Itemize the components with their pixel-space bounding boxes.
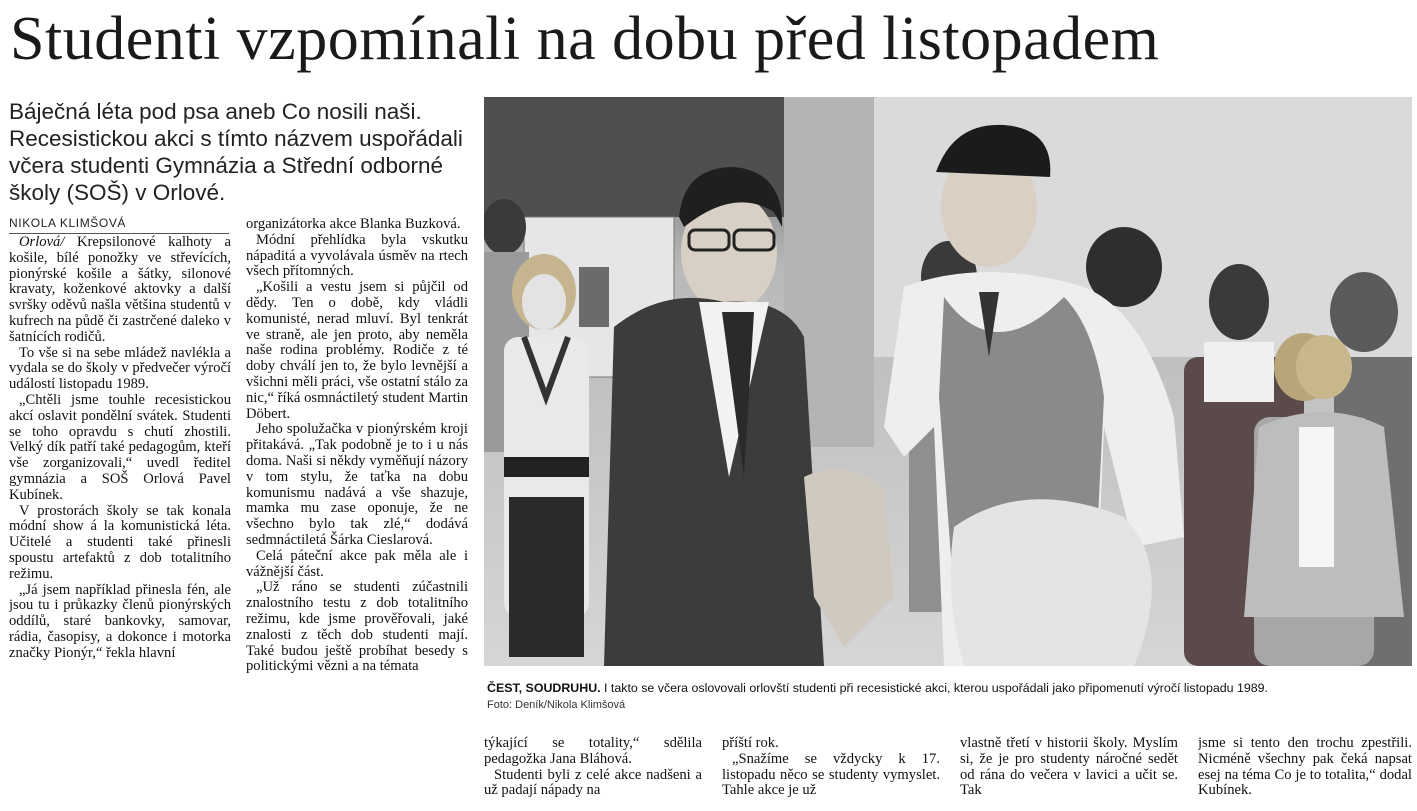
article-paragraph [9,346,231,393]
paragraph-text: příští rok. [722,736,779,751]
article-paragraph [246,217,468,233]
article-paragraph [9,235,231,346]
paragraph-text: Krepsilonové kalhoty a košile, bílé ponožky ve střevících, pionýrské košile a šátky, silonové kravaty, koženkové aktovky a další svršky oděvů našla většina studentů v kufrech na půdě či zastrčené daleko v šatnících rodičů. [9,235,231,345]
article-paragraph [246,549,468,581]
paragraph-text: „Už ráno se studenti zúčastnili znalostního testu z dob totalitního režimu, kde jsme prověřovali, jaké znalosti z těch dob studenti mají. Také budou ještě probíhat besedy s politickými vězni a na témata [246,579,468,675]
photo-credit: Foto: Deník/Nikola Klimšová [487,699,626,711]
paragraph-text: „Košili a vestu jsem si půjčil od dědy. Ten o době, kdy vládli komunisté, nerad mluví. Byl tenkrát ve straně, ale jen proto, aby neměla naše rodina problémy. Rodiče z té doby chválí jen to, že bylo levnější a všichni měli práci, vše ostatní stálo za nic,“ říká osmnáctiletý student Martin Döbert. [246,279,468,422]
article-paragraph [246,422,468,548]
article-lead: Báječná léta pod psa aneb Co nosili naši. Recesistickou akci s tímto názvem uspořádali včera studenti Gymnázia a Střední odborné školy (SOŠ) v Orlové. [9,99,463,205]
paragraph-text: „Chtěli jsme touhle recesistickou akcí oslavit pondělní svátek. Studenti se toho opravdu s chutí zhostili. Velký dík patří také pedagogům, kteří vše zorganizovali,“ uvedl ředitel gymnázia a SOŠ Orlová Pavel Kubínek. [9,391,231,503]
article-paragraph [484,768,702,800]
byline: NIKOLA KLIMŠOVÁ [9,216,229,234]
article-photo [484,97,1412,666]
text-column-4 [722,736,940,811]
article-paragraph [960,736,1178,799]
paragraph-text: vlastně třetí v historii školy. Myslím si, že je pro studenty náročné sedět od rána do večera v lavici a učit se. Tak [960,736,1178,799]
paragraph-text: V prostorách školy se tak konala módní show á la komunistická léta. Učitelé a studenti také přinesli spoustu artefaktů z dob totalitního režimu. [9,502,231,582]
photo-caption-text: I takto se včera oslovovali orlovští studenti při recesistické akci, kterou uspořádali jako připomenutí výročí listopadu 1989. [604,681,1268,695]
article-paragraph [9,504,231,583]
paragraph-text: Módní přehlídka byla vskutku nápaditá a vyvolávala úsměv na rtech všech přítomných. [246,231,468,280]
text-column-2 [246,217,468,811]
article-paragraph [484,736,702,768]
article-paragraph [722,736,940,752]
article-paragraph [1198,736,1412,799]
paragraph-text: Jeho spolužačka v pionýrském kroji přitakává. „Tak podobně je to i u nás doma. Naši si někdy vyměňují názory v tom stylu, že taťka na dobu komunismu nadává a vše shazuje, mamka mu zase oponuje, že ne všechno bylo tak zlé,“ dodává sedmnáctiletá Šárka Cieslarová. [246,421,468,548]
text-column-1 [9,235,231,811]
paragraph-text: „Snažíme se vždycky k 17. listopadu něco se studenty vymyslet. Tahle akce je už [722,750,940,799]
text-column-5 [960,736,1178,811]
paragraph-text: jsme si tento den trochu zpestřili. Nicméně všechny pak čeká napsat esej na téma Co je to totalita,“ dodal Kubínek. [1198,736,1412,799]
paragraph-text: týkající se totality,“ sdělila pedagožka Jana Bláhová. [484,736,702,767]
article-paragraph [246,233,468,280]
paragraph-text: „Já jsem například přinesla fén, ale jsou tu i průkazky členů pionýrských oddílů, staré bankovky, samovar, rádia, časopisy, a dokonce i motorka značky Pionýr,“ řekla hlavní [9,581,231,661]
article-paragraph [9,583,231,662]
article-paragraph [246,280,468,422]
text-column-6 [1198,736,1412,811]
paragraph-text: Celá páteční akce pak měla ale i vážnější část. [246,547,468,580]
dateline: Orlová/ [19,235,65,250]
paragraph-text: To vše si na sebe mládež navlékla a vydala se do školy v předvečer výročí událostí listopadu 1989. [9,344,231,393]
paragraph-text: organizátorka akce Blanka Buzková. [246,217,461,232]
text-column-3 [484,736,702,811]
photo-caption [487,680,1412,696]
article-paragraph [9,393,231,504]
photo-caption-lead: ČEST, SOUDRUHU. [487,681,601,695]
article-paragraph [246,580,468,675]
paragraph-text: Studenti byli z celé akce nadšeni a už padají nápady na [484,766,702,799]
article-headline: Studenti vzpomínali na dobu před listopadem [10,5,1160,73]
article-paragraph [722,752,940,799]
